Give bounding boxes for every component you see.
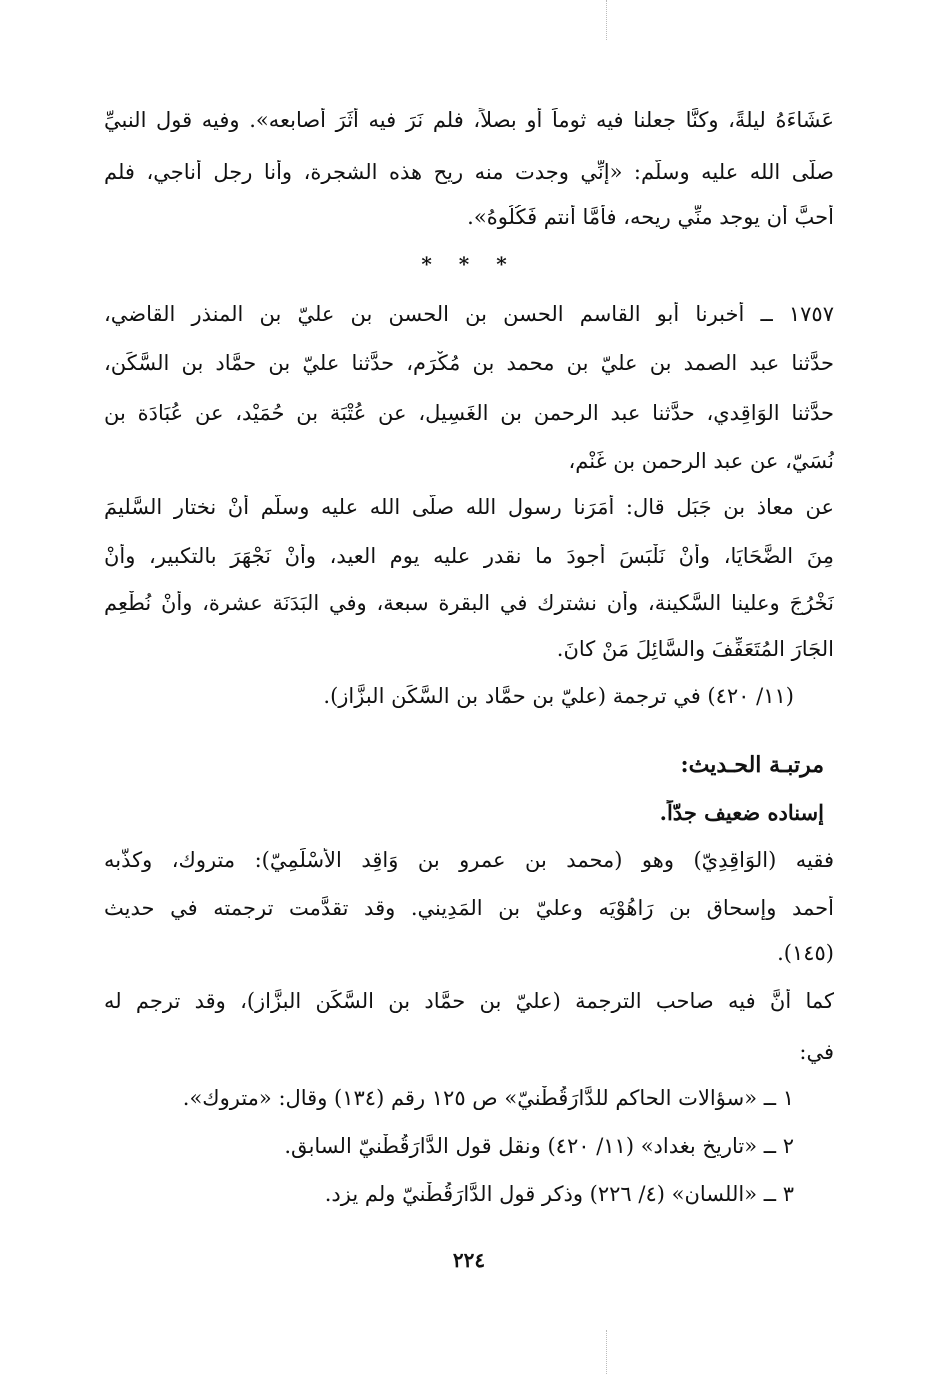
intro-line-3: أحبَّ أن يوجد منِّي ريحه، فأمَّا أنتم فَكُلُوهُ». xyxy=(467,205,834,229)
section-separator: * * * xyxy=(421,252,517,276)
grade-paragraph-1-line-3: (١٤٥). xyxy=(777,941,834,965)
grade-verdict: إسناده ضعيف جدّاً. xyxy=(659,800,824,825)
hadith-line-1: ١٧٥٧ ــ أخبرنا أبو القاسم الحسن بن الحسن بن عليّ بن المنذر القاضي، xyxy=(104,302,834,326)
page-number: ٢٢٤ xyxy=(452,1248,486,1272)
hadith-line-4: نُسَيّ، عن عبد الرحمن بن غَنْم، xyxy=(568,449,834,473)
grade-paragraph-2-line-2: في: xyxy=(799,1040,834,1064)
hadith-line-5: عن معاذ بن جَبَل قال: أَمَرَنا رسول الله صلَّى الله عليه وسلَّم أَنْ نختار السَّليمَ xyxy=(104,495,834,519)
section-heading: مرتبـة الحـديث: xyxy=(680,752,824,778)
hadith-line-2: حدَّثنا عبد الصمد بن عليّ بن محمد بن مُكْرَم، حدَّثنا عليّ بن حمَّاد بن السَّكَن، xyxy=(104,351,834,375)
source-list-item: ٣ ــ «اللسان» (٤/ ٢٢٦) وذكر قول الدَّارَقُطْنيّ ولم يزد. xyxy=(324,1182,794,1206)
grade-paragraph-2-line-1: كما أَنَّ فيه صاحب الترجمة (عليّ بن حمَّاد بن السَّكَن البزَّاز)، وقد ترجم له xyxy=(104,989,834,1013)
intro-line-2: صلَّى الله عليه وسلَّم: «إنِّي وجدت منه ريح هذه الشجرة، وأنا رجل أُناجي، فلم xyxy=(104,160,834,184)
scan-gutter-line xyxy=(606,0,607,40)
source-list-item: ١ ــ «سؤالات الحاكم للدَّارَقُطْنيّ» ص ١٢٥ رقم (١٣٤) وقال: «متروك». xyxy=(182,1086,794,1110)
source-list-item: ٢ ــ «تاريخ بغداد» (١١/ ٤٢٠) ونقل قول الدَّارَقُطْنيّ السابق. xyxy=(284,1134,794,1158)
intro-line-1: عَشَاءَهُ ليلةً، وكنَّا جعلنا فيه ثوماً أو بصلاً، فلم نَرَ فيه أثَرَ أصابعه». وفيه قول النبيِّ xyxy=(104,108,834,132)
grade-paragraph-1-line-2: أحمد وإسحاق بن رَاهُوْيَه وعليّ بن المَدِيني. وقد تقدَّمت ترجمته في حديث xyxy=(104,896,834,920)
hadith-line-6: مِنَ الضَّحَايَا، وأَنْ نَلْبَسَ أجودَ ما نقدر عليه يوم العيد، وأَنْ نَجْهَرَ بالتكبير، وأَنْ xyxy=(104,544,834,568)
scan-gutter-line xyxy=(606,1330,607,1374)
hadith-line-7: نَخْرُجَ وعلينا السَّكينة، وأَن نشترك في البقرة سبعة، وفي البَدَنَة عشرة، وأَنْ نُطْعِم xyxy=(104,591,834,615)
hadith-line-3: حدَّثنا الوَاقِدي، حدَّثنا عبد الرحمن بن الغَسِيل، عن عُتْبَة بن حُمَيْد، عن عُبَادَة بن xyxy=(104,401,834,425)
grade-paragraph-1-line-1: فقيه (الوَاقِدِيّ) وهو (محمد بن عمرو بن وَاقِد الأَسْلَمِيّ): متروك، وكذَّبه xyxy=(104,848,834,872)
hadith-line-8: الجَارَ المُتَعَفِّفَ والسَّائِلَ مَنْ كانَ. xyxy=(556,637,834,661)
hadith-reference: (١١/ ٤٢٠) في ترجمة (عليّ بن حمَّاد بن السَّكَن البزَّاز). xyxy=(323,684,794,708)
